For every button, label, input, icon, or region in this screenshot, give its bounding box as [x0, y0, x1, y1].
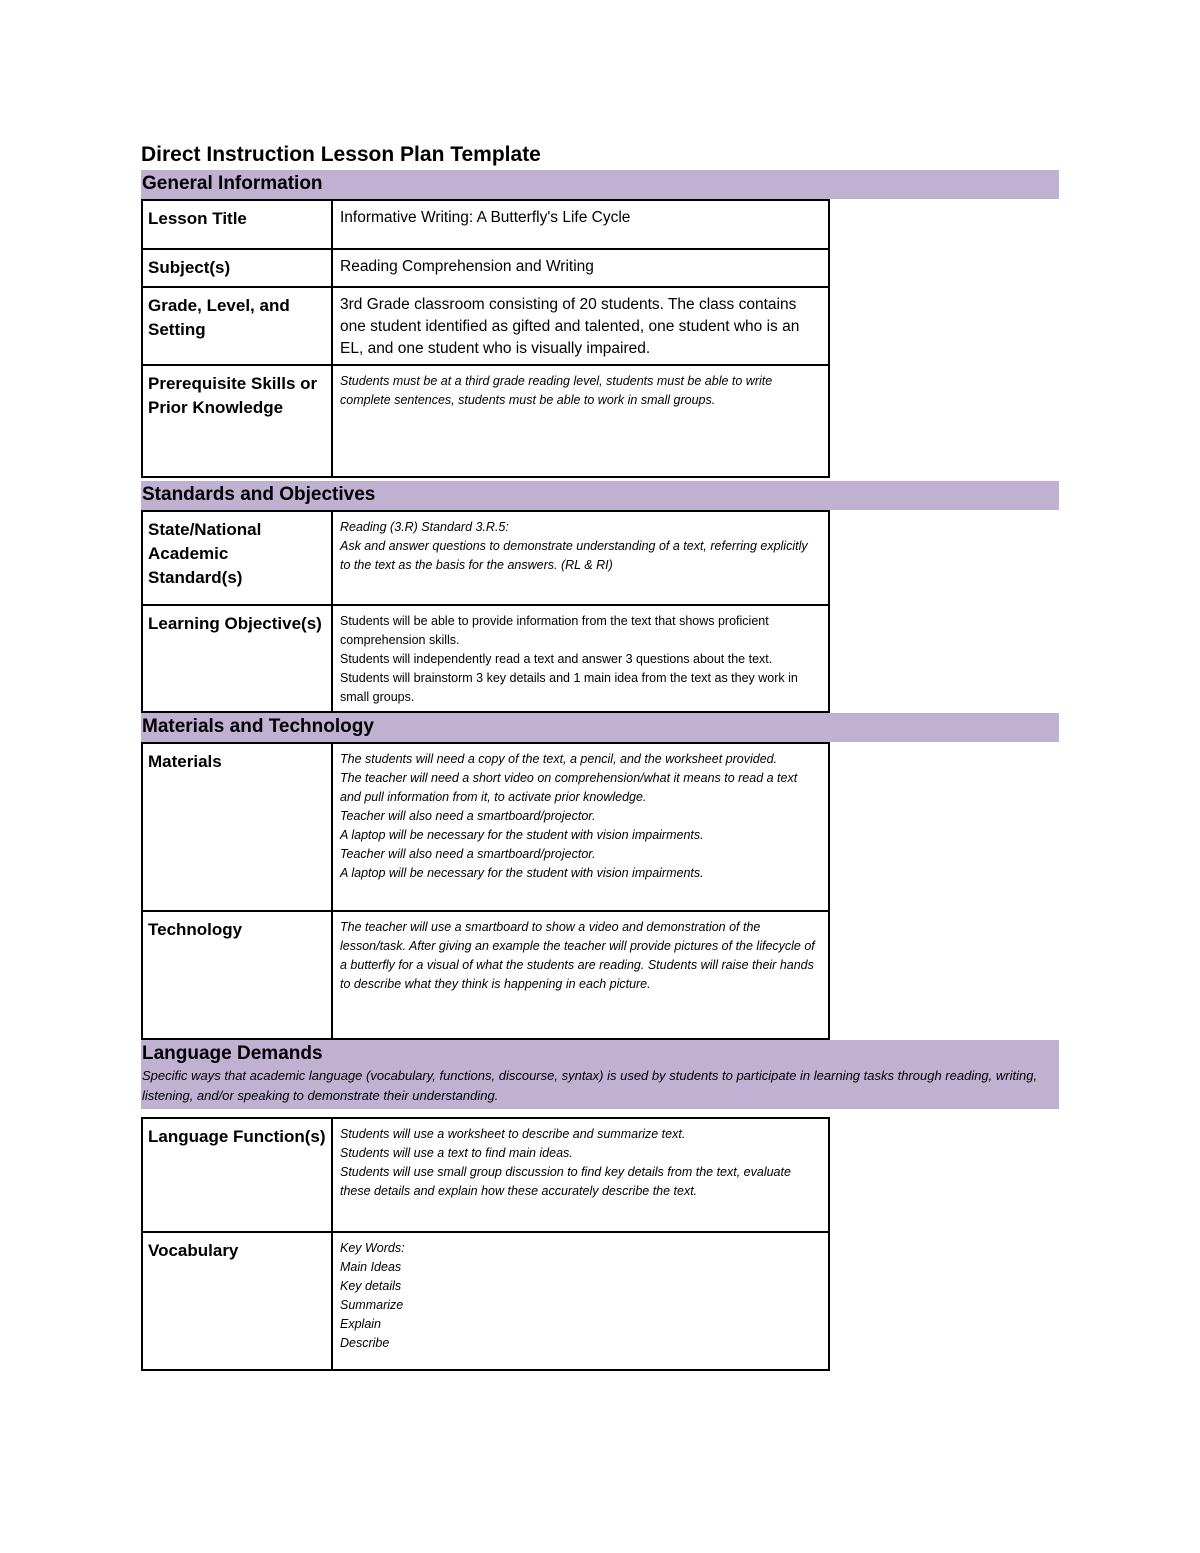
section-header-general-information [141, 170, 1059, 199]
list-item: Describe [340, 1336, 390, 1350]
general-information-table [141, 199, 830, 478]
section-header-standards-objectives [141, 481, 1059, 510]
list-item: Summarize [340, 1298, 404, 1312]
list-item: Teacher will also need a smartboard/projector. [340, 847, 596, 861]
table-row-prerequisite [142, 365, 829, 477]
table-row-vocabulary [142, 1232, 829, 1370]
list-item: The students will need a copy of the text, a pencil, and the worksheet provided. [340, 752, 778, 766]
table-row-lesson-title [142, 200, 829, 249]
language-demands-table [141, 1117, 830, 1371]
list-item: The teacher will need a short video on comprehension/what it means to read a text and pull information from it, to activate prior knowledge. [340, 771, 798, 804]
document-title: Direct Instruction Lesson Plan Template [141, 143, 541, 166]
row-label: Vocabulary [142, 1232, 332, 1370]
table-row-technology [142, 911, 829, 1039]
row-label: Language Function(s) [142, 1118, 332, 1232]
row-label: Technology [142, 911, 332, 1039]
list-item: Students will use a worksheet to describe and summarize text. [340, 1127, 686, 1141]
technology-value: The teacher will use a smartboard to show a video and demonstration of the lesson/task. After giving an example the teacher will provide pictures of the lifecycle of a butterfly for a visual of what the students are reading. Students will raise their hands to describe what they think is happening in each picture. [332, 911, 829, 1039]
row-label: Grade, Level, and Setting [142, 287, 332, 365]
row-label: Prerequisite Skills or Prior Knowledge [142, 365, 332, 477]
list-item: Key Words: [340, 1241, 405, 1255]
list-item: Students will brainstorm 3 key details and 1 main idea from the text as they work in small groups. [340, 671, 798, 704]
row-label: Lesson Title [142, 200, 332, 249]
section-description: Specific ways that academic language (vocabulary, functions, discourse, syntax) is used by students to participate in learning tasks through reading, writing, listening, and/or speaking to demonstrate their understanding. [142, 1068, 1038, 1103]
list-item: A laptop will be necessary for the student with vision impairments. [340, 828, 704, 842]
grade-level-setting-value: 3rd Grade classroom consisting of 20 students. The class contains one student identified as gifted and talented, one student who is an EL, and one student who is visually impaired. [332, 287, 829, 365]
materials-technology-table [141, 742, 830, 1040]
learning-objectives-value [332, 605, 829, 712]
table-row-academic-standards [142, 511, 829, 605]
subjects-value: Reading Comprehension and Writing [332, 249, 829, 287]
section-title: Standards and Objectives [142, 484, 376, 505]
row-label: Materials [142, 743, 332, 911]
row-label: Subject(s) [142, 249, 332, 287]
list-item: Teacher will also need a smartboard/projector. [340, 809, 596, 823]
prerequisite-value: Students must be at a third grade reading level, students must be able to write complete sentences, students must be able to work in small groups. [332, 365, 829, 477]
materials-value [332, 743, 829, 911]
list-item: Key details [340, 1279, 402, 1293]
table-row-language-functions [142, 1118, 829, 1232]
list-item: Students will independently read a text and answer 3 questions about the text. [340, 652, 773, 666]
row-label: State/National Academic Standard(s) [142, 511, 332, 605]
row-label: Learning Objective(s) [142, 605, 332, 712]
section-header-materials-technology [141, 713, 1059, 742]
list-item: Explain [340, 1317, 381, 1331]
standards-objectives-table [141, 510, 830, 713]
table-row-grade-level-setting [142, 287, 829, 365]
vocabulary-value [332, 1232, 829, 1370]
language-functions-value [332, 1118, 829, 1232]
list-item: A laptop will be necessary for the student with vision impairments. [340, 866, 704, 880]
academic-standards-value [332, 511, 829, 605]
lesson-plan-document [141, 140, 1059, 1371]
list-item: Students will use small group discussion to find key details from the text, evaluate these details and explain how these accurately describe the text. [340, 1165, 791, 1198]
standard-text: Ask and answer questions to demonstrate understanding of a text, referring explicitly to the text as the basis for the answers. (RL & RI) [340, 539, 808, 572]
table-row-subjects [142, 249, 829, 287]
section-title: Language Demands [142, 1043, 323, 1064]
section-title: Materials and Technology [142, 716, 374, 737]
standard-code: Reading (3.R) Standard 3.R.5: [340, 520, 509, 534]
section-header-language-demands [141, 1040, 1059, 1109]
list-item: Main Ideas [340, 1260, 402, 1274]
section-title: General Information [142, 173, 323, 194]
list-item: Students will be able to provide information from the text that shows proficient comprehension skills. [340, 614, 769, 647]
table-row-learning-objectives [142, 605, 829, 712]
lesson-title-value: Informative Writing: A Butterfly's Life Cycle [332, 200, 829, 249]
table-row-materials [142, 743, 829, 911]
list-item: Students will use a text to find main ideas. [340, 1146, 573, 1160]
